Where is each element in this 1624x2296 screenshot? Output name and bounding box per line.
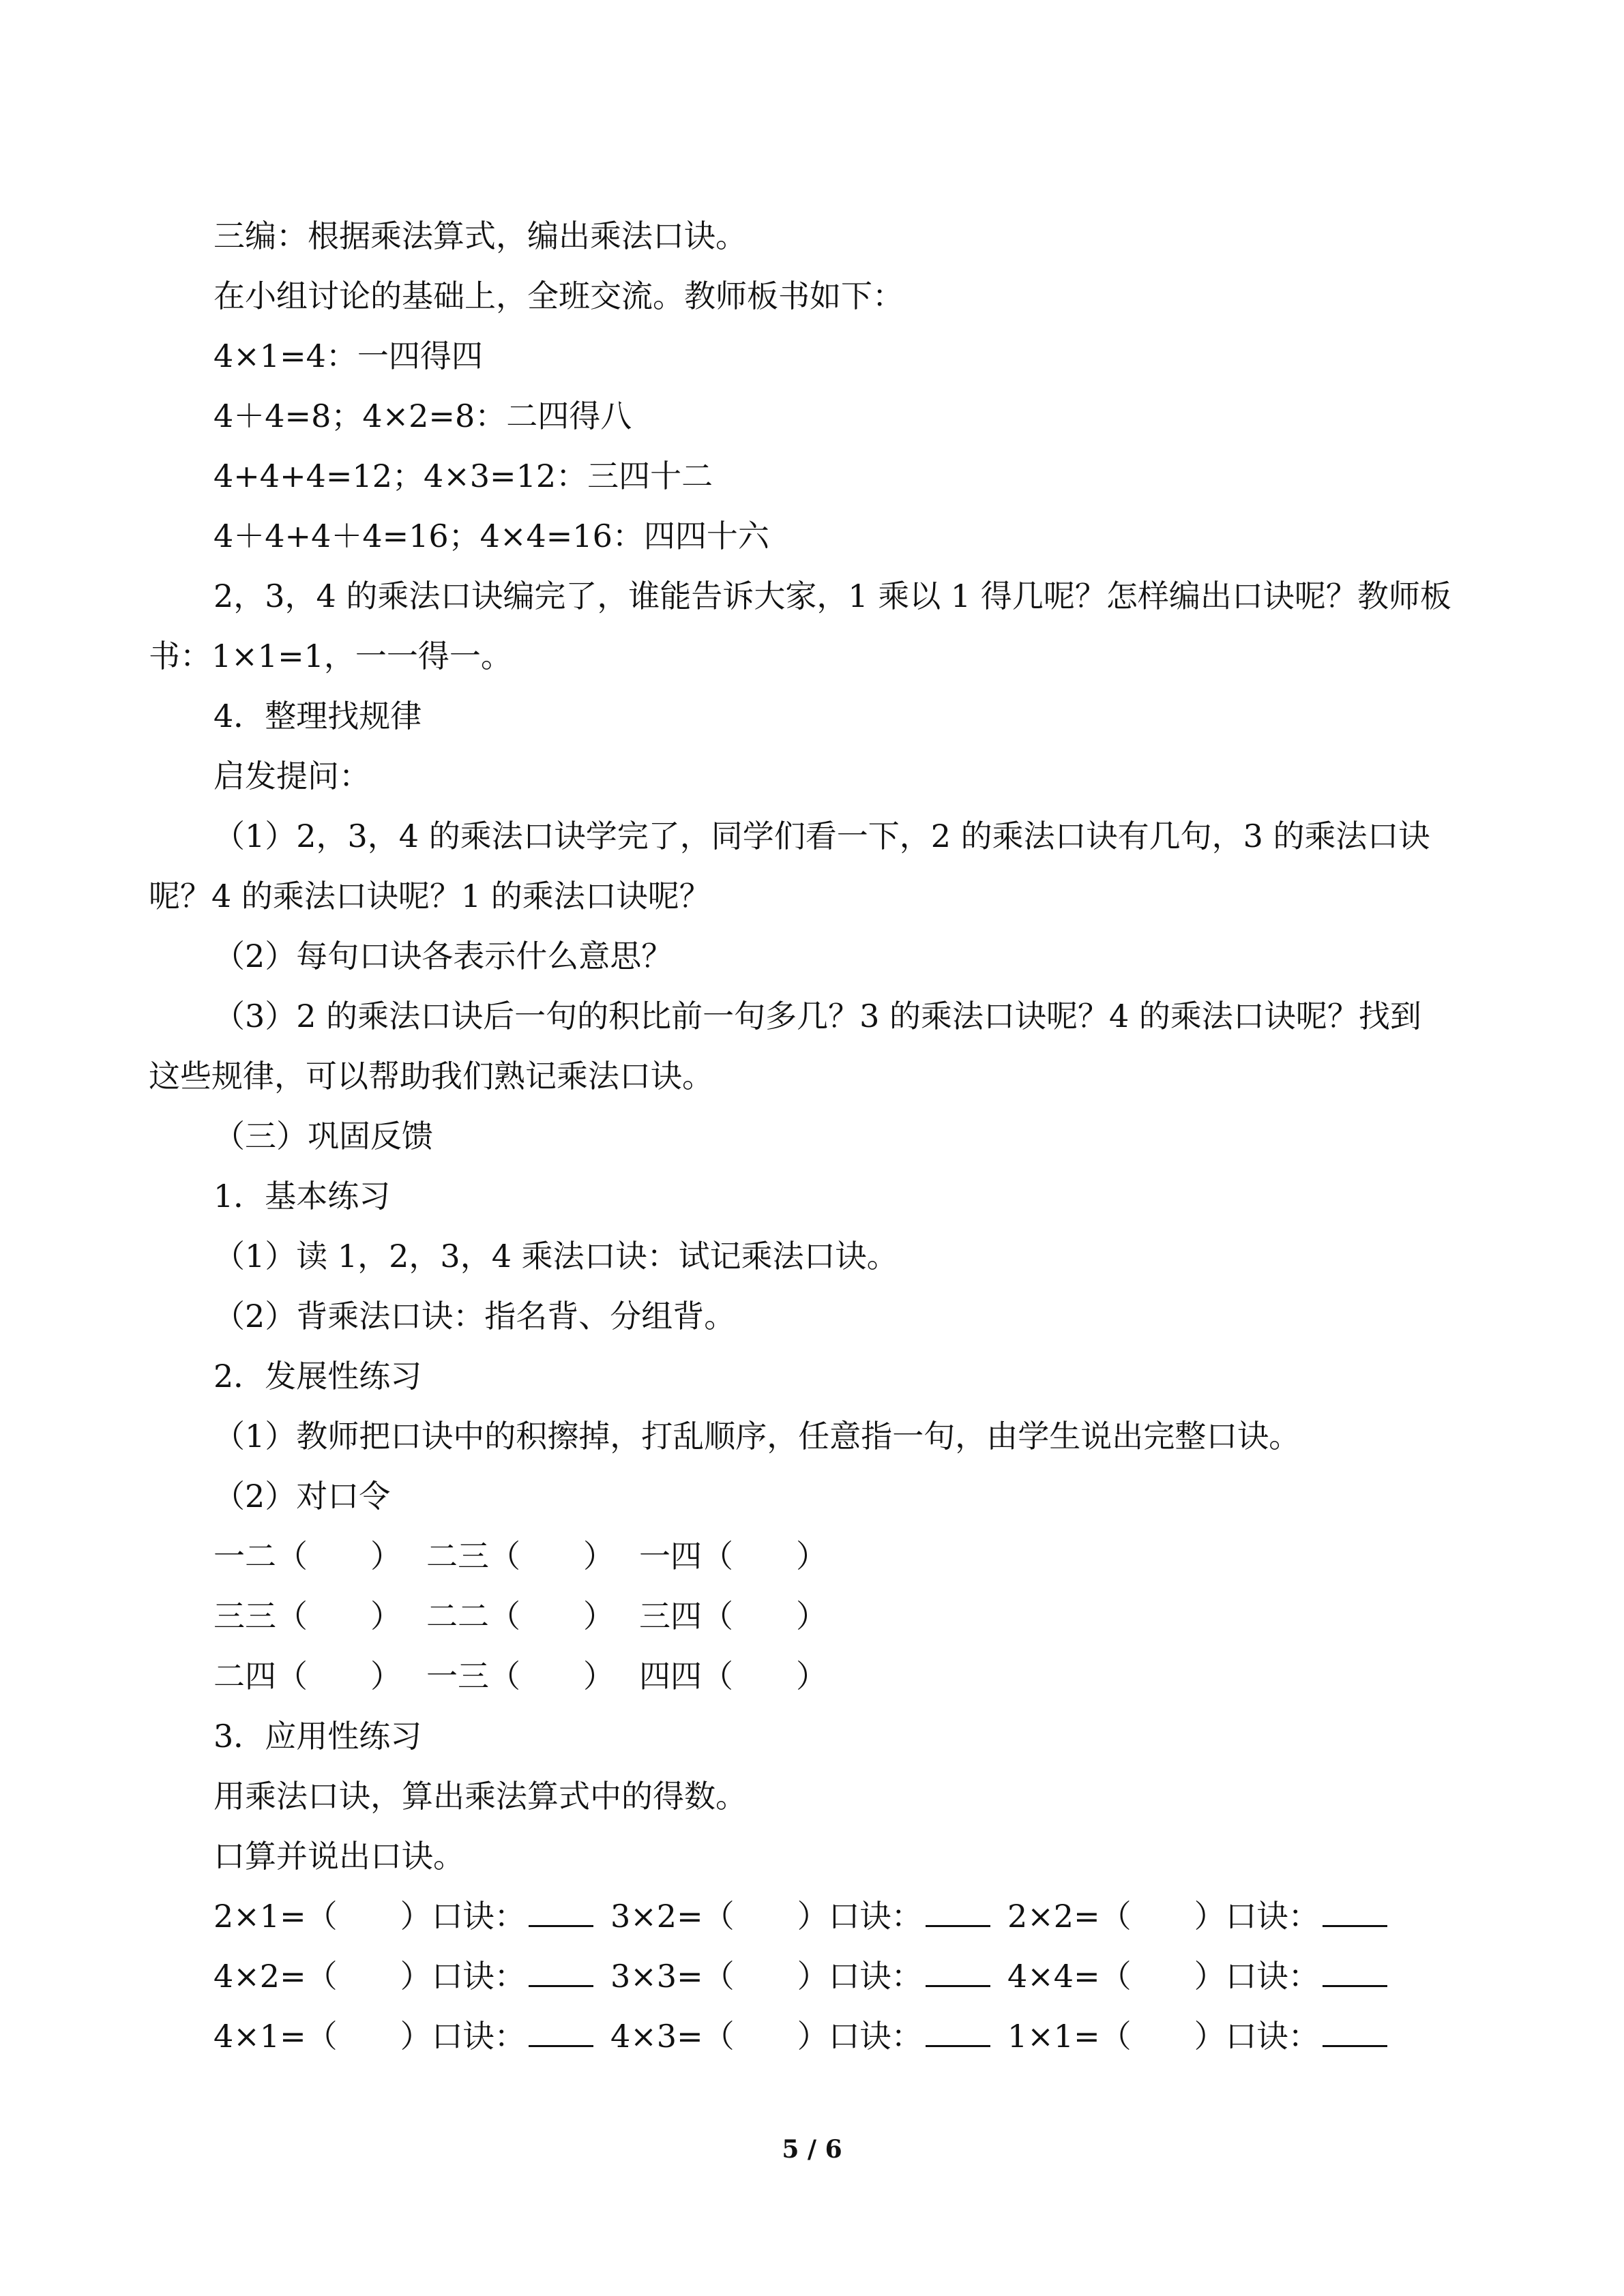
paragraph: 口算并说出口诀。 xyxy=(213,1838,464,1875)
duikouling-item: 四四（ ） xyxy=(639,1658,827,1695)
kousuan-text: 3×3=（ ）口诀： xyxy=(610,1958,923,1995)
section-heading: 2．发展性练习 xyxy=(213,1358,422,1395)
page-number: 5 / 6 xyxy=(782,2135,842,2164)
kousuan-text: 4×2=（ ）口诀： xyxy=(213,1958,526,1995)
kousuan-text: 1×1=（ ）口诀： xyxy=(1007,2018,1320,2055)
answer-blank xyxy=(1323,1898,1387,1927)
kousuan-item xyxy=(213,1956,593,1997)
kousuan-item xyxy=(610,1896,990,1937)
paragraph: （2）每句口诀各表示什么意思？ xyxy=(213,938,673,974)
paragraph: （1）2，3，4 的乘法口诀学完了，同学们看一下，2 的乘法口诀有几句，3 的乘法口诀 xyxy=(213,818,1430,854)
section-heading: 3．应用性练习 xyxy=(213,1718,422,1755)
paragraph: 4+4+4=12；4×3=12：三四十二 xyxy=(213,458,713,494)
paragraph: 这些规律，可以帮助我们熟记乘法口诀。 xyxy=(149,1058,713,1094)
duikouling-item: 一三（ ） xyxy=(426,1658,615,1695)
section-heading: 1．基本练习 xyxy=(213,1178,391,1214)
paragraph: （2）背乘法口诀：指名背、分组背。 xyxy=(213,1298,736,1335)
duikouling-item: 二四（ ） xyxy=(213,1658,402,1695)
section-heading: （三）巩固反馈 xyxy=(213,1118,433,1154)
answer-blank xyxy=(926,2018,990,2047)
paragraph: 2，3，4 的乘法口诀编完了，谁能告诉大家，1 乘以 1 得几呢？怎样编出口诀呢？教师板 xyxy=(213,578,1451,614)
duikouling-item: 二二（ ） xyxy=(426,1598,615,1635)
kousuan-item xyxy=(1007,1956,1387,1997)
answer-blank xyxy=(926,1958,990,1987)
kousuan-text: 4×4=（ ）口诀： xyxy=(1007,1958,1320,1995)
paragraph: （3）2 的乘法口诀后一句的积比前一句多几？3 的乘法口诀呢？4 的乘法口诀呢？找到 xyxy=(213,998,1421,1034)
paragraph: 呢？4 的乘法口诀呢？1 的乘法口诀呢？ xyxy=(149,878,711,914)
answer-blank xyxy=(529,1958,593,1987)
duikouling-item: 一二（ ） xyxy=(213,1538,402,1575)
kousuan-item xyxy=(1007,2016,1387,2057)
kousuan-item xyxy=(213,2016,593,2057)
answer-blank xyxy=(529,1898,593,1927)
paragraph: 三编：根据乘法算式，编出乘法口诀。 xyxy=(213,218,747,254)
answer-blank xyxy=(529,2018,593,2047)
kousuan-text: 4×1=（ ）口诀： xyxy=(213,2018,526,2055)
section-heading: 4．整理找规律 xyxy=(213,698,422,734)
paragraph: 4＋4=8；4×2=8：二四得八 xyxy=(213,398,632,434)
duikouling-item: 二三（ ） xyxy=(426,1538,615,1575)
paragraph: （1）读 1，2，3，4 乘法口诀：试记乘法口诀。 xyxy=(213,1238,898,1274)
duikouling-item: 三三（ ） xyxy=(213,1598,402,1635)
duikouling-item: 一四（ ） xyxy=(639,1538,827,1575)
kousuan-text: 2×1=（ ）口诀： xyxy=(213,1898,526,1935)
answer-blank xyxy=(926,1898,990,1927)
paragraph: （1）教师把口诀中的积擦掉，打乱顺序，任意指一句，由学生说出完整口诀。 xyxy=(213,1418,1301,1455)
paragraph: 4＋4+4＋4=16；4×4=16：四四十六 xyxy=(213,518,769,554)
paragraph: 在小组讨论的基础上，全班交流。教师板书如下： xyxy=(213,278,904,314)
kousuan-item xyxy=(1007,1896,1387,1937)
paragraph: 书：1×1=1，一一得一。 xyxy=(149,638,512,674)
paragraph: 4×1=4：一四得四 xyxy=(213,338,483,374)
paragraph: （2）对口令 xyxy=(213,1478,391,1515)
kousuan-item xyxy=(213,1896,593,1937)
duikouling-item: 三四（ ） xyxy=(639,1598,827,1635)
kousuan-text: 3×2=（ ）口诀： xyxy=(610,1898,923,1935)
kousuan-text: 2×2=（ ）口诀： xyxy=(1007,1898,1320,1935)
answer-blank xyxy=(1323,2018,1387,2047)
paragraph: 启发提问： xyxy=(213,758,370,794)
kousuan-text: 4×3=（ ）口诀： xyxy=(610,2018,923,2055)
paragraph: 用乘法口诀，算出乘法算式中的得数。 xyxy=(213,1778,747,1815)
kousuan-item xyxy=(610,2016,990,2057)
kousuan-item xyxy=(610,1956,990,1997)
answer-blank xyxy=(1323,1958,1387,1987)
